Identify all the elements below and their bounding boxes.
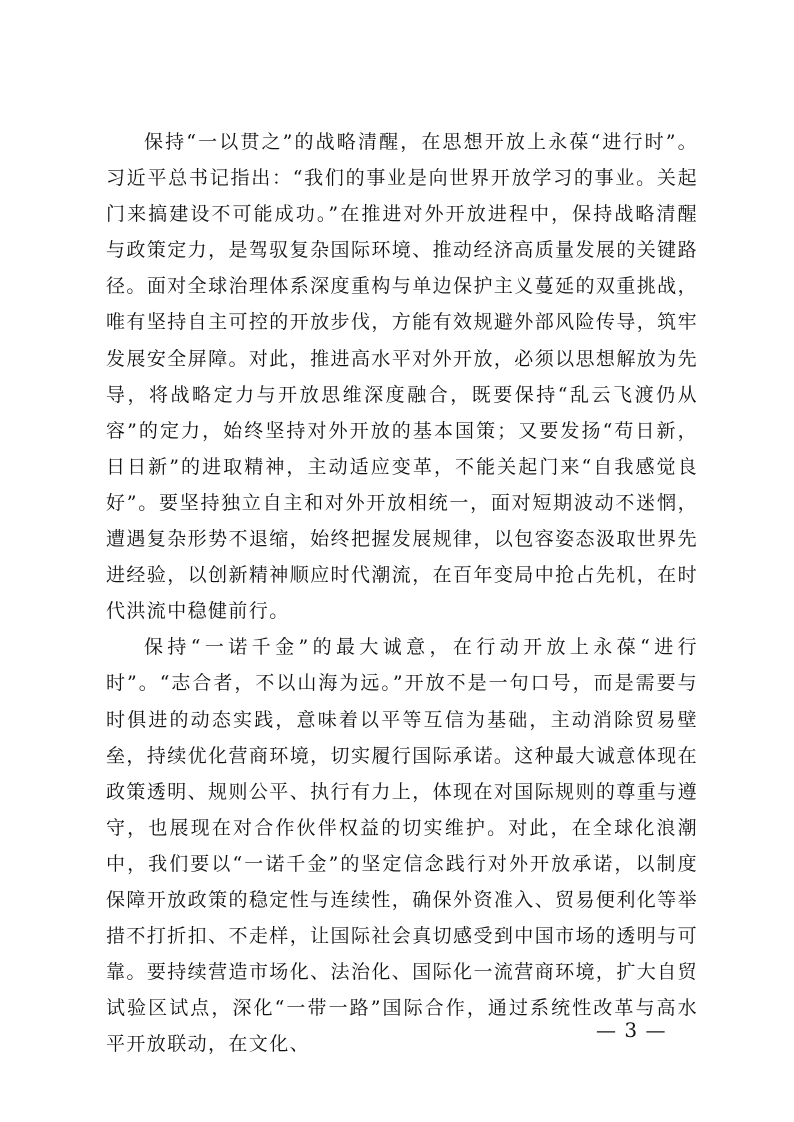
page-number: — 3 — bbox=[596, 1018, 667, 1042]
paragraph-sincerity: 保持“一诺千金”的最大诚意，在行动开放上永葆“进行时”。“志合者，不以山海为远。”开放不是一句口号，而是需要与时俱进的动态实践，意味着以平等互信为基础，主动消除贸易壁垒，持续优化营商环境，切实履行国际承诺。这种最大诚意体现在政策透明、规则公平、执行有力上，体现在对国际规则的尊重与遵守，也展现在对合作伙伴权益的切实维护。对此，在全球化浪潮中，我们要以“一诺千金”的坚定信念践行对外开放承诺，以制度保障开放政策的稳定性与连续性，确保外资准入、贸易便利化等举措不打折扣、不走样，让国际社会真切感受到中国市场的透明与可靠。要持续营造市场化、法治化、国际化一流营商环境，扩大自贸试验区试点，深化“一带一路”国际合作，通过系统性改革与高水平开放联动，在文化、 bbox=[106, 636, 698, 1056]
document-body bbox=[106, 124, 698, 1062]
paragraph-strategic-clarity: 保持“一以贯之”的战略清醒，在思想开放上永葆“进行时”。习近平总书记指出：“我们的事业是向世界开放学习的事业。关起门来搞建设不可能成功。”在推进对外开放进程中，保持战略清醒与政策定力，是驾驭复杂国际环境、推动经济高质量发展的关键路径。面对全球治理体系深度重构与单边保护主义蔓延的双重挑战，唯有坚持自主可控的开放步伐，方能有效规避外部风险传导，筑牢发展安全屏障。对此，推进高水平对外开放，必须以思想解放为先导，将战略定力与开放思维深度融合，既要保持“乱云飞渡仍从容”的定力，始终坚持对外开放的基本国策；又要发扬“苟日新，日日新”的进取精神，主动适应变革，不能关起门来“自我感觉良好”。要坚持独立自主和对外开放相统一，面对短期波动不迷惘，遭遇复杂形势不退缩，始终把握发展规律，以包容姿态汲取世界先进经验，以创新精神顺应时代潮流，在百年变局中抢占先机，在时代洪流中稳健前行。 bbox=[106, 131, 698, 623]
